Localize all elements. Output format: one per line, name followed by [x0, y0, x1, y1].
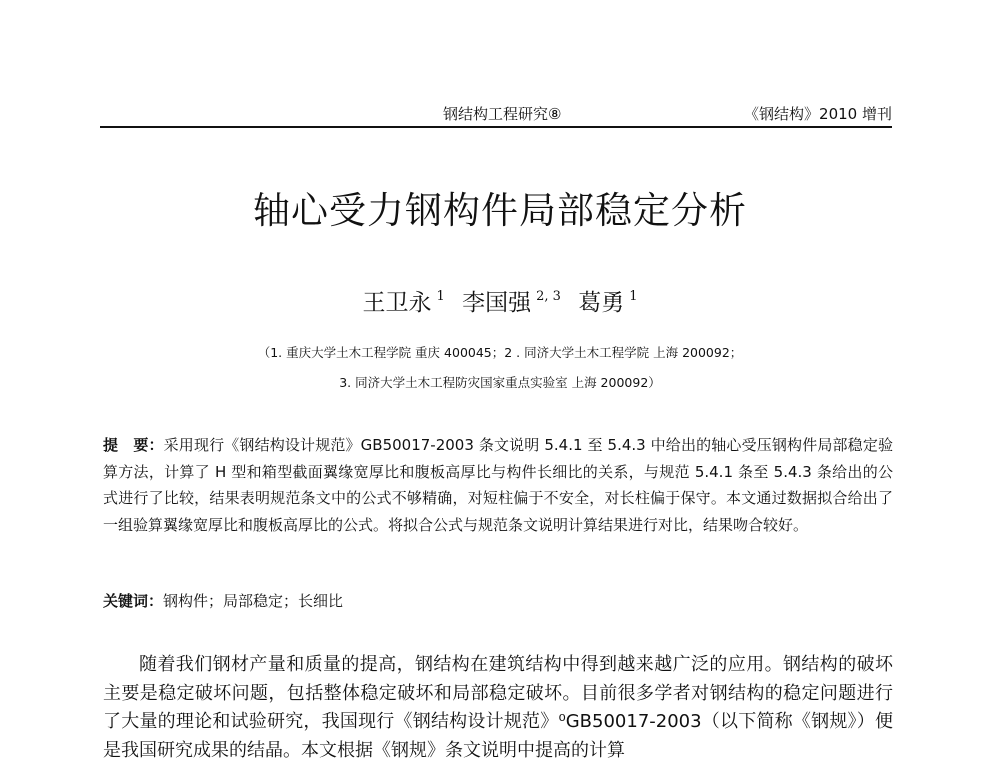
running-header — [100, 103, 892, 125]
affiliation-line-2: 3. 同济大学土木工程防灾国家重点实验室 上海 200092） — [339, 375, 661, 390]
keywords — [103, 590, 893, 611]
abstract — [103, 432, 893, 538]
author-list — [0, 284, 1000, 317]
author-affil-mark: 2, 3 — [536, 289, 561, 304]
abstract-label: 提 要： — [103, 436, 164, 454]
header-rule — [100, 126, 892, 128]
author-affil-mark: 1 — [436, 289, 445, 304]
series-title: 钢结构工程研究⑧ — [443, 105, 562, 123]
author-name: 李国强 — [462, 290, 532, 316]
body-paragraph: 随着我们钢材产量和质量的提高，钢结构在建筑结构中得到越来越广泛的应用。钢结构的破坏主要是稳定破坏问题，包括整体稳定破坏和局部稳定破坏。目前很多学者对钢结构的稳定问题进行了大量的理论和试验研究，我国现行《钢结构设计规范》⁰GB50017-2003（以下简称《钢规》）便是我国研究成果的结晶。本文根据《钢规》条文说明中提高的计算 — [103, 654, 893, 761]
journal-name: 《钢结构》2010 增刊 — [744, 105, 892, 123]
author-affil-mark: 1 — [629, 289, 638, 304]
author-name: 葛勇 — [578, 290, 625, 316]
author-3 — [578, 290, 637, 316]
keywords-text: 钢构件；局部稳定；长细比 — [163, 592, 344, 610]
author-1 — [363, 290, 445, 316]
author-2 — [462, 290, 561, 316]
author-name: 王卫永 — [362, 290, 432, 316]
abstract-text: 采用现行《钢结构设计规范》GB50017-2003 条文说明 5.4.1 至 5.4.3 中给出的轴心受压钢构件局部稳定验算方法，计算了 H 型和箱型截面翼缘宽厚比和腹板高厚比与构件长细比的关系，与规范 5.4.1 条至 5.4.3 条给出的公式进行了比较，结果表明规范条文中的公式不够精确，对短柱偏于不安全，对长柱偏于保守。本文通过数据拟合给出了一组验算翼缘宽厚比和腹板高厚比的公式。将拟合公式与规范条文说明计算结果进行对比，结果吻合较好。 — [103, 436, 893, 534]
keywords-label: 关键词： — [103, 592, 164, 610]
affiliation-line-1: （1. 重庆大学土木工程学院 重庆 400045；2 . 同济大学土木工程学院 上海 200092； — [257, 345, 743, 360]
paper-title: 轴心受力钢构件局部稳定分析 — [253, 189, 747, 232]
